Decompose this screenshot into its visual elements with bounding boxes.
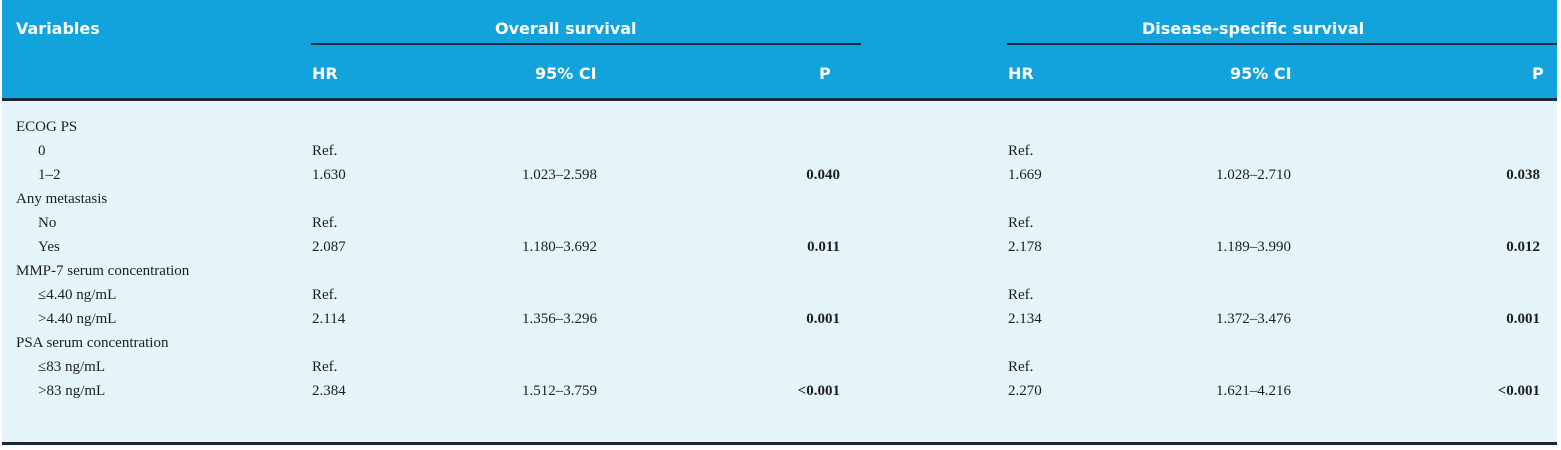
ds-p-cell: 0.038 <box>1506 167 1540 183</box>
ds-hr-cell: 2.178 <box>1008 239 1042 255</box>
results-table <box>2 0 1559 450</box>
ds-hr-cell: 1.669 <box>1008 167 1042 183</box>
ds-ci-cell: 1.372–3.476 <box>1216 311 1291 327</box>
table-row <box>2 379 1557 403</box>
table-row <box>2 307 1557 331</box>
header-ds-p: P <box>1532 64 1544 83</box>
os-p-cell: <0.001 <box>797 383 840 399</box>
row-label: >4.40 ng/mL <box>38 311 117 327</box>
header-overall-survival: Overall survival <box>495 19 637 38</box>
row-label: ≤4.40 ng/mL <box>38 287 117 303</box>
ds-ci-cell: 1.028–2.710 <box>1216 167 1291 183</box>
os-hr-cell: Ref. <box>312 359 338 375</box>
table-body <box>2 101 1557 442</box>
os-hr-cell: 2.087 <box>312 239 346 255</box>
row-label: Any metastasis <box>16 191 108 207</box>
table-group-row <box>2 187 1557 211</box>
row-label: 1–2 <box>38 167 61 183</box>
header-variables: Variables <box>16 19 100 38</box>
ds-hr-cell: Ref. <box>1008 215 1034 231</box>
row-label: Yes <box>38 239 60 255</box>
table-group-row <box>2 331 1557 355</box>
table-row <box>2 211 1557 235</box>
table-row <box>2 163 1557 187</box>
ds-ci-cell: 1.189–3.990 <box>1216 239 1291 255</box>
os-p-cell: 0.040 <box>806 167 840 183</box>
ds-p-cell: 0.001 <box>1506 311 1540 327</box>
ds-hr-cell: Ref. <box>1008 143 1034 159</box>
os-hr-cell: 2.384 <box>312 383 346 399</box>
os-hr-cell: Ref. <box>312 215 338 231</box>
os-hr-cell: Ref. <box>312 287 338 303</box>
header-ds-ci: 95% CI <box>1230 64 1292 83</box>
ds-ci-cell: 1.621–4.216 <box>1216 383 1291 399</box>
ds-p-cell: 0.012 <box>1506 239 1540 255</box>
os-hr-cell: Ref. <box>312 143 338 159</box>
header-os-p: P <box>819 64 831 83</box>
table-row <box>2 355 1557 379</box>
ds-hr-cell: 2.134 <box>1008 311 1042 327</box>
table-bottom-rule <box>2 442 1557 445</box>
header-os-ci: 95% CI <box>535 64 597 83</box>
header-os-hr: HR <box>312 64 338 83</box>
os-ci-cell: 1.512–3.759 <box>522 383 597 399</box>
os-ci-cell: 1.023–2.598 <box>522 167 597 183</box>
os-ci-cell: 1.180–3.692 <box>522 239 597 255</box>
os-hr-cell: 2.114 <box>312 311 346 327</box>
table-group-row <box>2 115 1557 139</box>
os-ci-cell: 1.356–3.296 <box>522 311 597 327</box>
row-label: >83 ng/mL <box>38 383 106 399</box>
row-label: No <box>38 215 57 231</box>
row-label: ≤83 ng/mL <box>38 359 105 375</box>
os-p-cell: 0.011 <box>807 239 840 255</box>
header-ds-hr: HR <box>1008 64 1034 83</box>
os-p-cell: 0.001 <box>806 311 840 327</box>
row-label: PSA serum concentration <box>16 335 169 351</box>
table-row <box>2 235 1557 259</box>
ds-hr-cell: Ref. <box>1008 287 1034 303</box>
ds-hr-cell: Ref. <box>1008 359 1034 375</box>
header-disease-specific-survival: Disease-specific survival <box>1142 19 1365 38</box>
ds-hr-cell: 2.270 <box>1008 383 1042 399</box>
table-header <box>2 0 1557 100</box>
row-label: ECOG PS <box>16 119 78 135</box>
row-label: MMP-7 serum concentration <box>16 263 190 279</box>
disease-specific-survival-rule <box>1007 43 1557 45</box>
row-label: 0 <box>38 143 46 159</box>
os-hr-cell: 1.630 <box>312 167 346 183</box>
ds-p-cell: <0.001 <box>1497 383 1540 399</box>
table-row <box>2 139 1557 163</box>
overall-survival-rule <box>311 43 861 45</box>
table-row <box>2 283 1557 307</box>
table-group-row <box>2 259 1557 283</box>
